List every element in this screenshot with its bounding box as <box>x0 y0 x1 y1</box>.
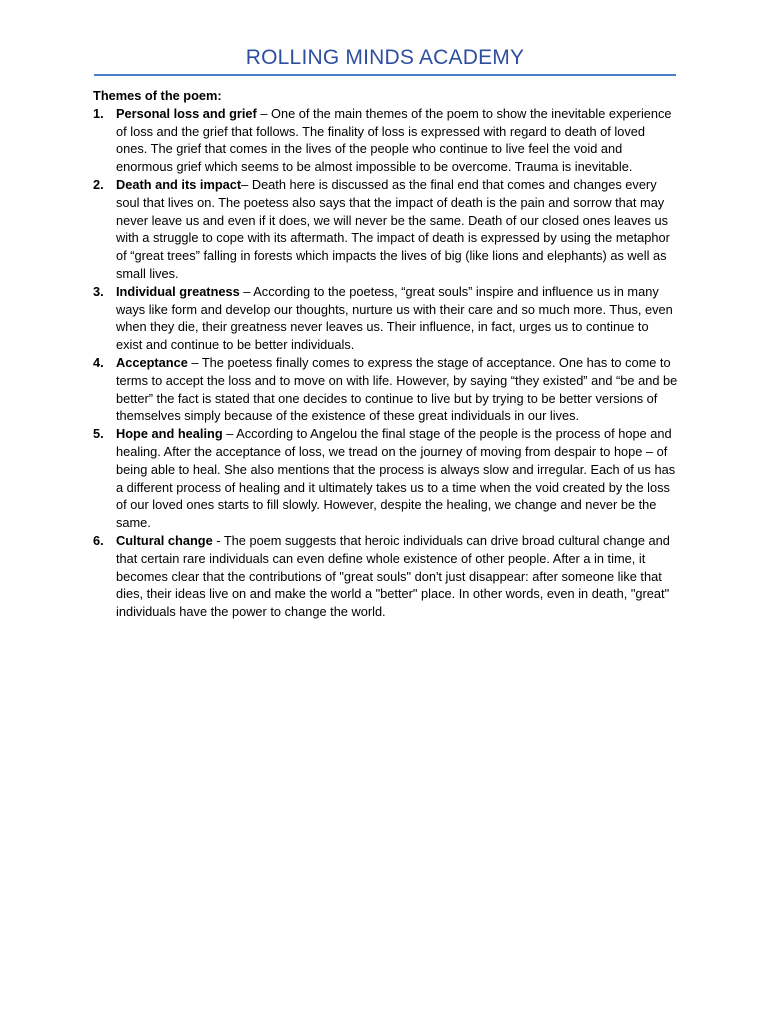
theme-term: Acceptance <box>116 354 188 370</box>
theme-item <box>93 283 678 354</box>
theme-text: – The poetess finally comes to express the stage of acceptance. One has to come to terms to accept the loss and to move on with life. However, by saying “they existed” and “be and be better” the fact is stated that one decides to continue to live but by trying to be better versions of themselves simply because of the existence of these great individuals in our lives. <box>116 354 678 424</box>
theme-term: Cultural change <box>116 532 213 548</box>
theme-number: 5. <box>93 426 104 442</box>
theme-text: – According to the poetess, “great souls” inspire and influence us in many ways like form and develop our thoughts, nurture us with their care and so much more. Thus, even when they die, their greatness never leaves us. Their influence, in fact, urges us to continue to exist and continue to be better individuals. <box>116 283 673 353</box>
theme-item <box>93 532 678 621</box>
theme-text: – One of the main themes of the poem to show the inevitable experience of loss and the grief that follows. The finality of loss is expressed with regard to death of loved ones. The grief that comes in the lives of the people who continue to live feel the void and enormous grief which seems to be almost impossible to be overcome. Trauma is inevitable. <box>116 105 672 175</box>
theme-number: 1. <box>93 105 104 121</box>
theme-item <box>93 354 678 425</box>
theme-number: 6. <box>93 532 104 548</box>
academy-title: ROLLING MINDS ACADEMY <box>245 46 525 69</box>
theme-number: 3. <box>93 283 104 299</box>
document-body <box>93 87 678 621</box>
theme-term: Hope and healing <box>116 426 223 442</box>
theme-term: Individual greatness <box>116 283 240 299</box>
theme-term: Personal loss and grief <box>116 105 257 121</box>
theme-item <box>93 176 678 283</box>
section-heading: Themes of the poem: <box>93 88 222 103</box>
themes-list <box>93 105 678 621</box>
theme-number: 4. <box>93 354 104 370</box>
theme-item <box>93 425 678 532</box>
theme-term: Death and its impact <box>116 176 242 192</box>
header-divider <box>94 74 676 76</box>
theme-number: 2. <box>93 176 104 192</box>
theme-item <box>93 105 678 176</box>
theme-text: – According to Angelou the final stage of the people is the process of hope and healing. After the acceptance of loss, we tread on the journey of moving from despair to hope – of being able to heal. She also mentions that the process is always slow and irregular. Each of us has a different process of healing and it ultimately takes us to a time when the void created by the loss of our loved ones starts to fill slowly. However, despite the healing, we change and never be the same. <box>116 426 676 531</box>
theme-text: – Death here is discussed as the final end that comes and changes every soul that lives on. The poetess also says that the impact of death is the pain and sorrow that may never leave us and even if it does, we will never be the same. Death of our closed ones leaves us with a struggle to cope with its aftermath. The impact of death is expressed by using the metaphor of “great trees” falling in forests which impacts the lives of big (like lions and elephants) as well as small lives. <box>116 176 670 281</box>
theme-text: - The poem suggests that heroic individuals can drive broad cultural change and that certain rare individuals can even define whole existence of other people. After a in time, it becomes clear that the contributions of "great souls" don't just disappear: after someone like that dies, their ideas live on and make the world a "better" place. In other words, even in death, "great" individuals have the power to change the world. <box>116 532 670 620</box>
